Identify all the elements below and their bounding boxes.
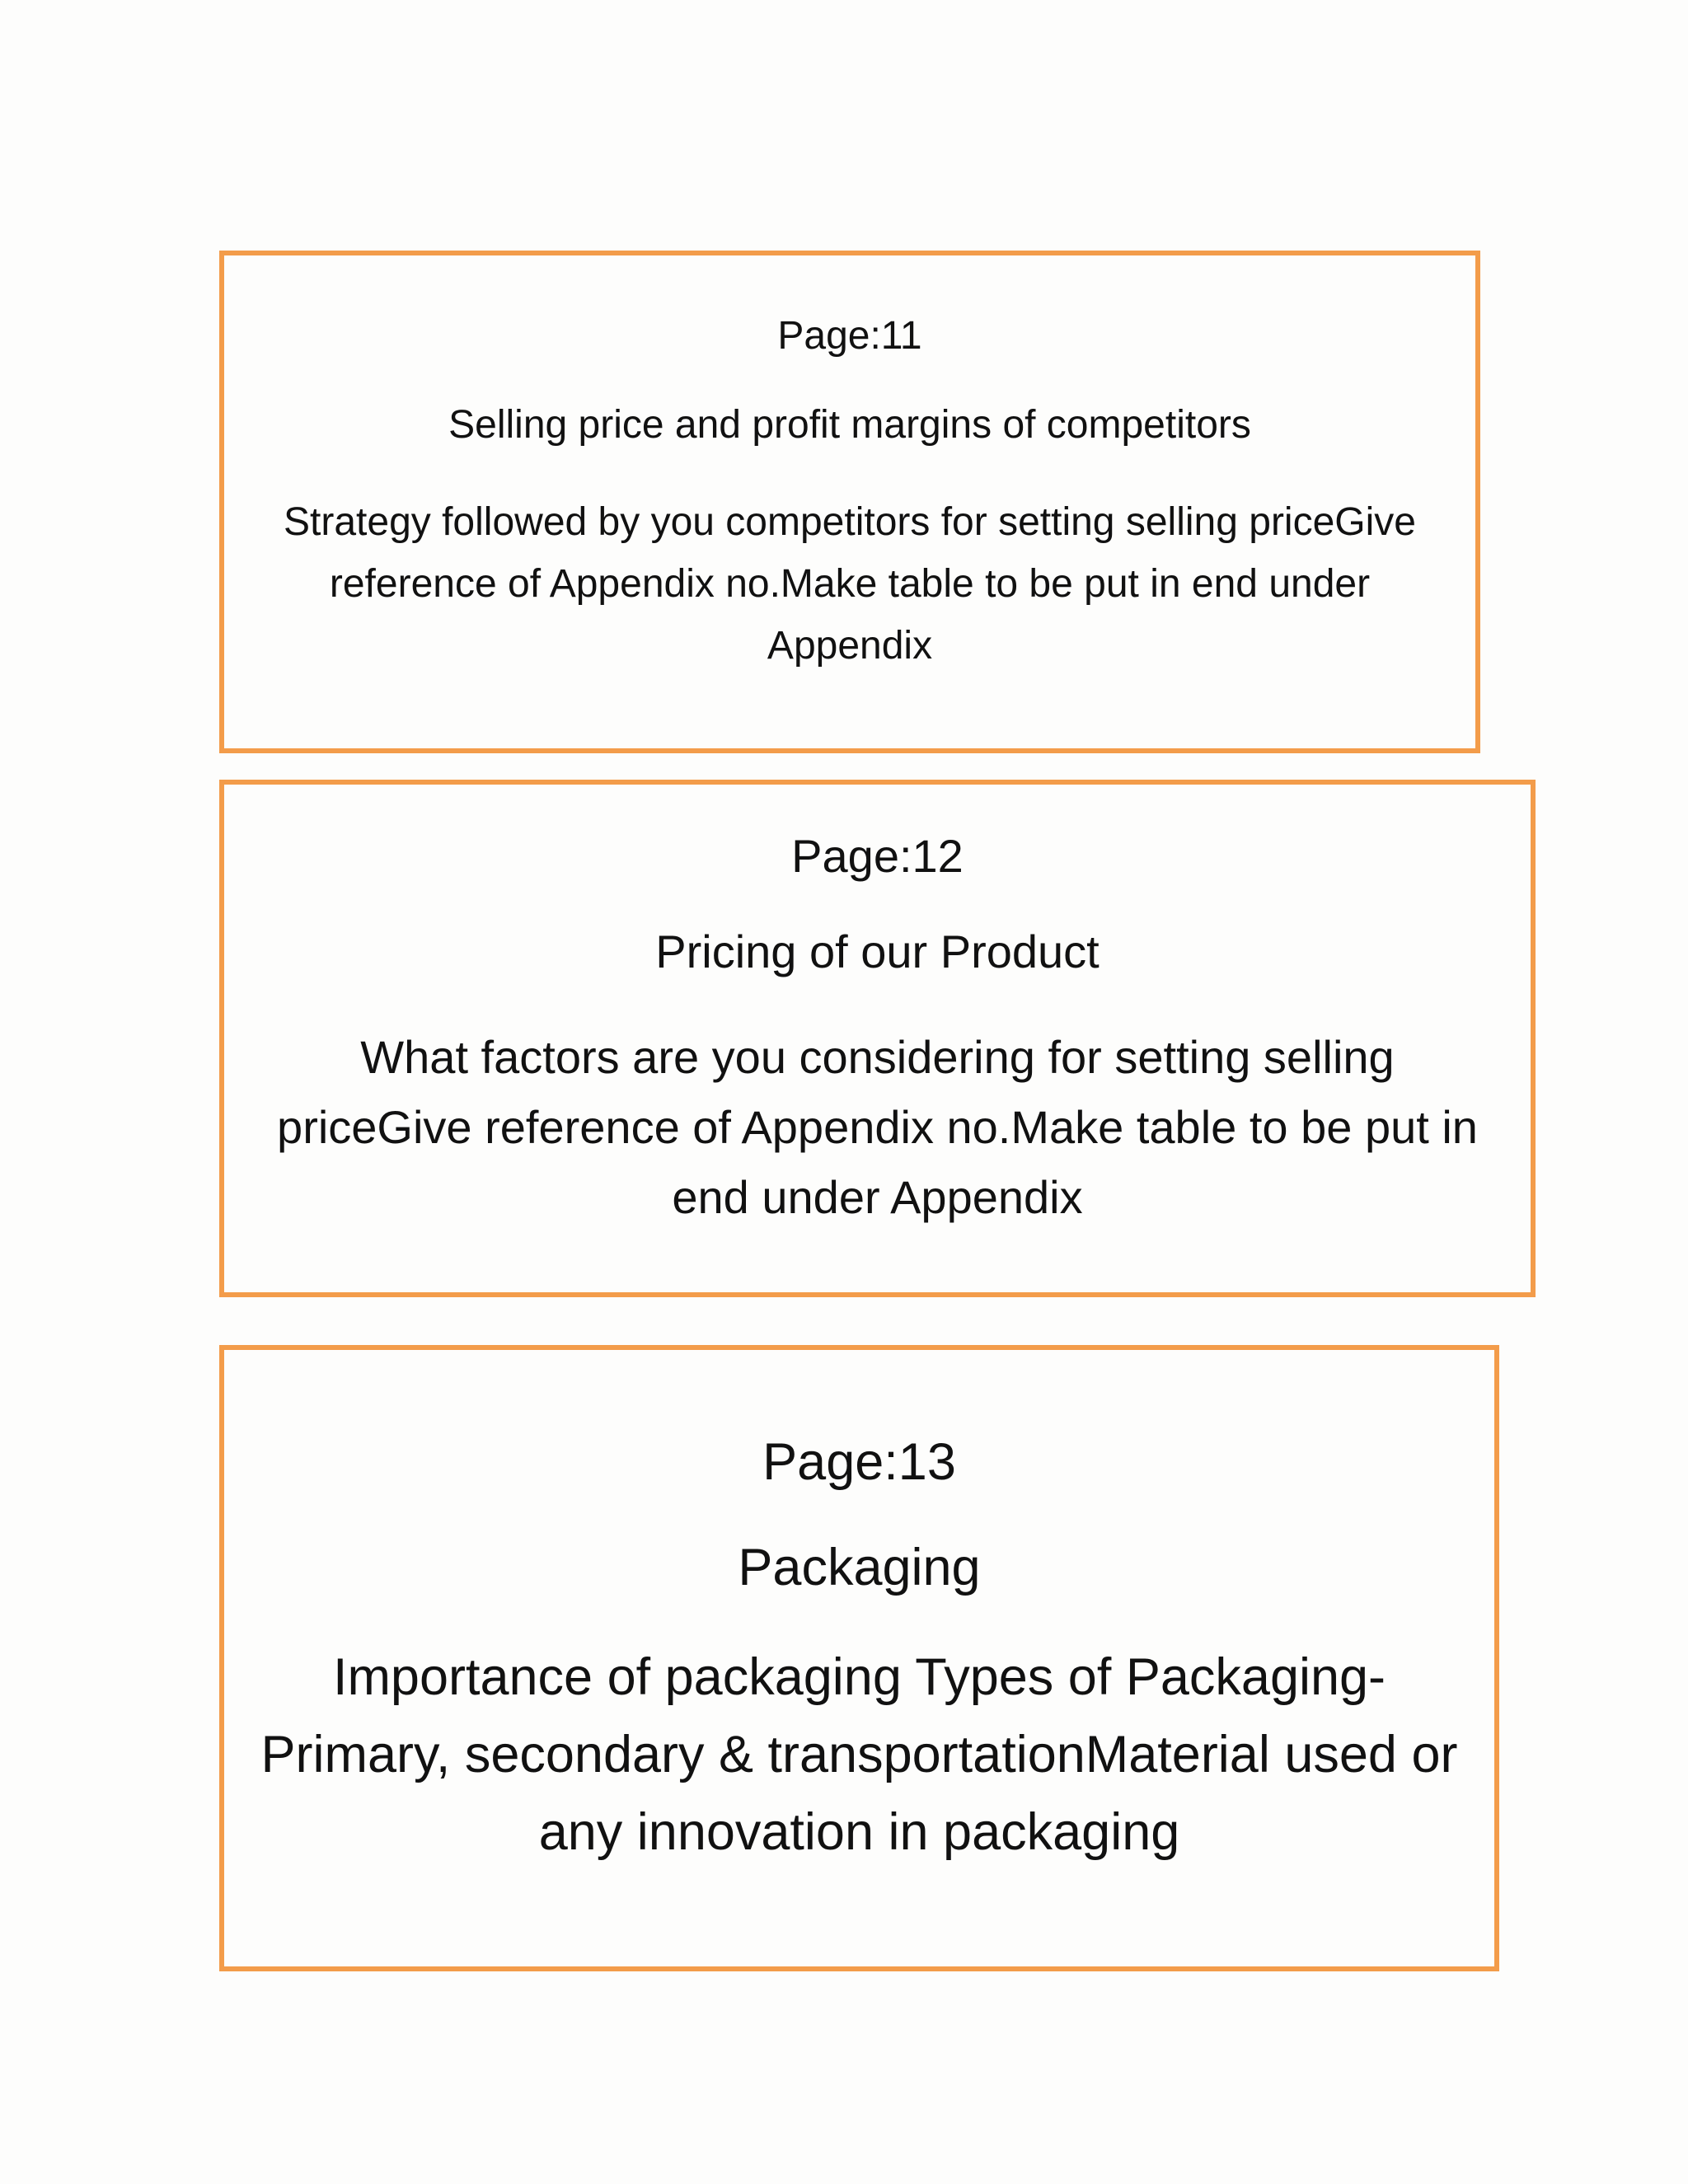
page-number: Page:13 xyxy=(762,1433,956,1491)
section-heading: Packaging xyxy=(738,1539,981,1596)
section-description: Strategy followed by you competitors for setting selling priceGive reference of Appendix no.Make table to be put in end under Appendix xyxy=(284,500,1416,668)
section-description: What factors are you considering for setting selling priceGive reference of Appendix no.Make table to be put in end under Appendix xyxy=(277,1031,1478,1223)
section-heading: Selling price and profit margins of competitors xyxy=(448,403,1251,447)
page-number: Page:12 xyxy=(791,830,964,882)
page-number: Page:11 xyxy=(777,314,922,358)
section-heading: Pricing of our Product xyxy=(655,926,1100,977)
section-box-page-11 xyxy=(219,251,1480,753)
section-box-page-12 xyxy=(219,780,1536,1297)
section-description: Importance of packaging Types of Packaging-Primary, secondary & transportationMaterial used or any innovation in packaging xyxy=(260,1648,1458,1861)
section-box-page-13 xyxy=(219,1345,1499,1971)
